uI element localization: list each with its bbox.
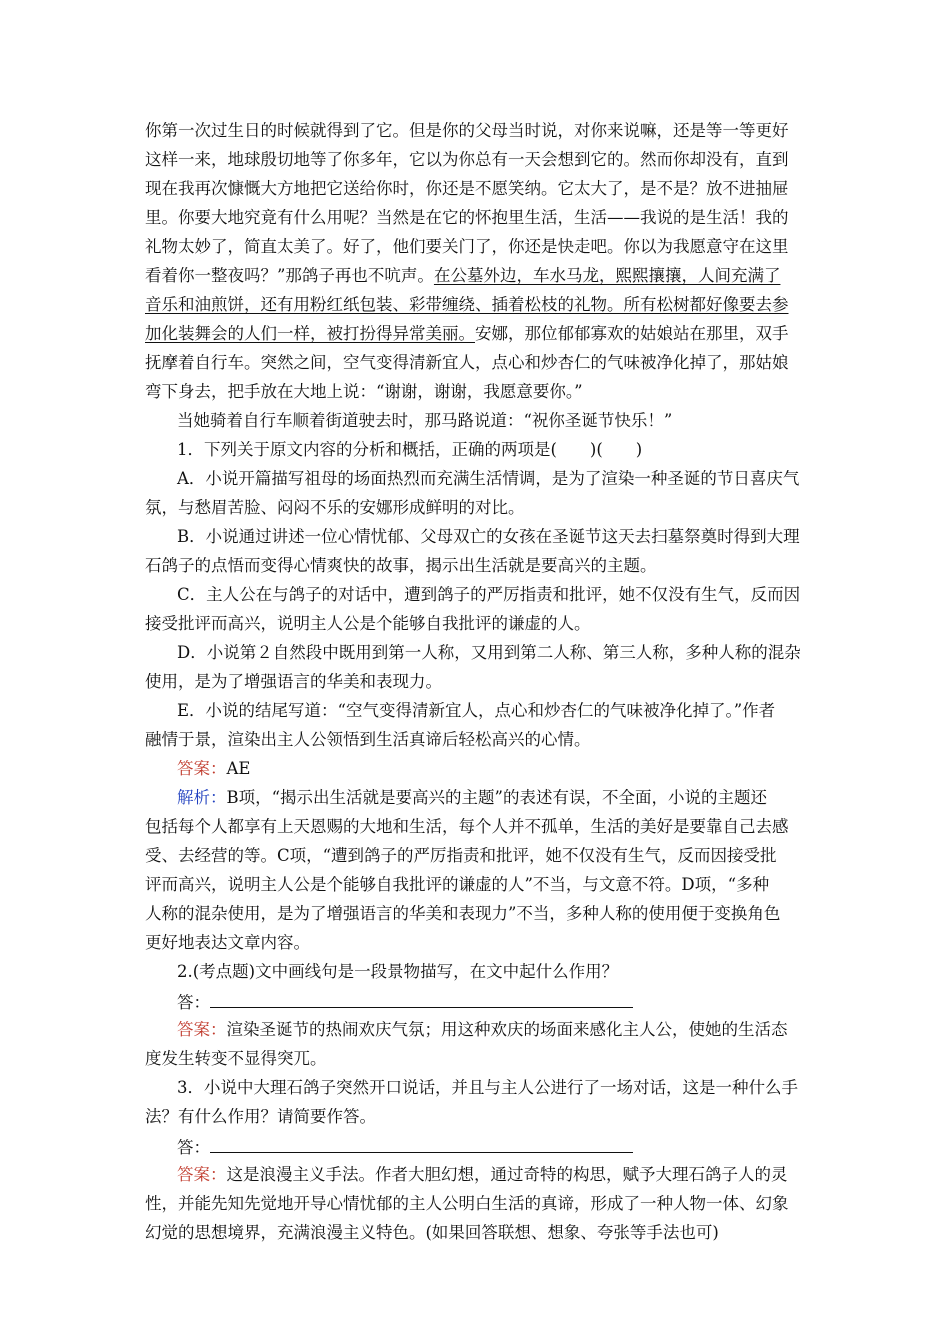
passage-line-8 bbox=[145, 322, 789, 346]
analysis-line-4: 评而高兴，说明主人公是个能够自我批评的谦虚的人”不当，与文意不符。D项，“多种 bbox=[145, 875, 770, 894]
option-d: D．小说第２自然段中既用到第一人称，又用到第二人称、第三人称，多种人称的混杂 bbox=[177, 643, 801, 662]
answer-3-line-2: 性，并能先知先觉地开导心情忧郁的主人公明白生活的真谛，形成了一种人物一体、幻象 bbox=[145, 1194, 789, 1213]
answer-label: 答案： bbox=[177, 1165, 227, 1184]
question-1-stem: 1．下列关于原文内容的分析和概括，正确的两项是( )( ) bbox=[177, 440, 643, 459]
answer-1 bbox=[177, 757, 250, 781]
reply-label: 答： bbox=[177, 993, 210, 1012]
option-c: C．主人公在与鸽子的对话中，遭到鸽子的严厉指责和批评，她不仅没有生气，反而因 bbox=[177, 585, 801, 604]
analysis-1 bbox=[177, 786, 767, 810]
answer-2 bbox=[177, 1018, 788, 1042]
analysis-label: 解析： bbox=[177, 788, 227, 807]
analysis-line-3: 受、去经营的等。C项，“遭到鸽子的严厉指责和批评，她不仅没有生气，反而因接受批 bbox=[145, 846, 777, 865]
passage-line-5: 礼物太妙了，简直太美了。好了，他们要关门了，你还是快走吧。你以为我愿意守在这里 bbox=[145, 237, 789, 256]
answer-2-blank-line bbox=[177, 989, 633, 1013]
answer-3-line-3: 幻觉的思想境界，充满浪漫主义特色。(如果回答联想、想象、夸张等手法也可) bbox=[145, 1223, 719, 1242]
passage-line-3: 现在我再次慷慨大方地把它送给你时，你还是不愿笑纳。它太大了，是不是？放不进抽屉 bbox=[145, 179, 789, 198]
analysis-line-5: 人称的混杂使用，是为了增强语言的华美和表现力”不当，多种人称的使用便于变换角色 bbox=[145, 904, 781, 923]
option-a: A．小说开篇描写祖母的场面热烈而充满生活情调，是为了渲染一种圣诞的节日喜庆气 bbox=[177, 469, 800, 488]
passage-line-1: 你第一次过生日的时候就得到了它。但是你的父母当时说，对你来说嘛，还是等一等更好 bbox=[145, 121, 789, 140]
passage-line-11: 当她骑着自行车顺着街道驶去时，那马路说道：“祝你圣诞节快乐！” bbox=[177, 411, 673, 430]
passage-text: 看着你一整夜吗？”那鸽子再也不吭声。 bbox=[145, 266, 434, 285]
underlined-sentence: 加化装舞会的人们一样，被打扮得异常美丽。 bbox=[145, 324, 475, 343]
option-e: E．小说的结尾写道：“空气变得清新宜人，点心和炒杏仁的气味被净化掉了。”作者 bbox=[177, 701, 776, 720]
answer-3-blank-line bbox=[177, 1134, 633, 1158]
option-a-cont: 氛，与愁眉苦脸、闷闷不乐的安娜形成鲜明的对比。 bbox=[145, 498, 525, 517]
option-d-cont: 使用，是为了增强语言的华美和表现力。 bbox=[145, 672, 442, 691]
answer-text: 渲染圣诞节的热闹欢庆气氛；用这种欢庆的场面来感化主人公，使她的生活态 bbox=[226, 1020, 788, 1039]
analysis-line-6: 更好地表达文章内容。 bbox=[145, 933, 310, 952]
answer-blank[interactable] bbox=[210, 1134, 633, 1153]
underlined-sentence: 音乐和油煎饼，还有用粉红纸包装、彩带缠绕、插着松枝的礼物。所有松树都好像要去参 bbox=[145, 295, 789, 314]
option-e-cont: 融情于景，渲染出主人公领悟到生活真谛后轻松高兴的心情。 bbox=[145, 730, 591, 749]
passage-line-9: 抚摩着自行车。突然之间，空气变得清新宜人，点心和炒杏仁的气味被净化掉了，那姑娘 bbox=[145, 353, 789, 372]
answer-2-cont: 度发生转变不显得突兀。 bbox=[145, 1049, 327, 1068]
analysis-text: B项，“揭示出生活就是要高兴的主题”的表述有误，不全面，小说的主题还 bbox=[226, 788, 767, 807]
answer-blank[interactable] bbox=[210, 989, 633, 1008]
analysis-line-2: 包括每个人都享有上天恩赐的大地和生活，每个人并不孤单，生活的美好是要靠自己去感 bbox=[145, 817, 789, 836]
answer-label: 答案： bbox=[177, 759, 227, 778]
answer-3 bbox=[177, 1163, 788, 1187]
passage-text: 安娜，那位郁郁寡欢的姑娘站在那里，双手 bbox=[475, 324, 789, 343]
reply-label: 答： bbox=[177, 1138, 210, 1157]
option-c-cont: 接受批评而高兴，说明主人公是个能够自我批评的谦虚的人。 bbox=[145, 614, 591, 633]
question-3-stem-cont: 法？有什么作用？请简要作答。 bbox=[145, 1107, 376, 1126]
option-b-cont: 石鸽子的点悟而变得心情爽快的故事，揭示出生活就是要高兴的主题。 bbox=[145, 556, 657, 575]
question-3-stem: 3．小说中大理石鸽子突然开口说话，并且与主人公进行了一场对话，这是一种什么手 bbox=[177, 1078, 798, 1097]
answer-text: 这是浪漫主义手法。作者大胆幻想，通过奇特的构思，赋予大理石鸽子人的灵 bbox=[226, 1165, 788, 1184]
passage-line-6 bbox=[145, 264, 780, 288]
underlined-sentence: 在公墓外边，车水马龙，熙熙攘攘，人间充满了 bbox=[433, 266, 781, 285]
answer-label: 答案： bbox=[177, 1020, 227, 1039]
passage-line-10: 弯下身去，把手放在大地上说：“谢谢，谢谢，我愿意要你。” bbox=[145, 382, 583, 401]
passage-line-2: 这样一来，地球殷切地等了你多年，它以为你总有一天会想到它的。然而你却没有，直到 bbox=[145, 150, 789, 169]
option-b: B．小说通过讲述一位心情忧郁、父母双亡的女孩在圣诞节这天去扫墓祭奠时得到大理 bbox=[177, 527, 800, 546]
answer-value: AE bbox=[226, 759, 251, 778]
passage-line-4: 里。你要大地究竟有什么用呢？当然是在它的怀抱里生活，生活——我说的是生活！我的 bbox=[145, 208, 789, 227]
question-2-stem: 2.(考点题)文中画线句是一段景物描写，在文中起什么作用？ bbox=[177, 962, 619, 981]
